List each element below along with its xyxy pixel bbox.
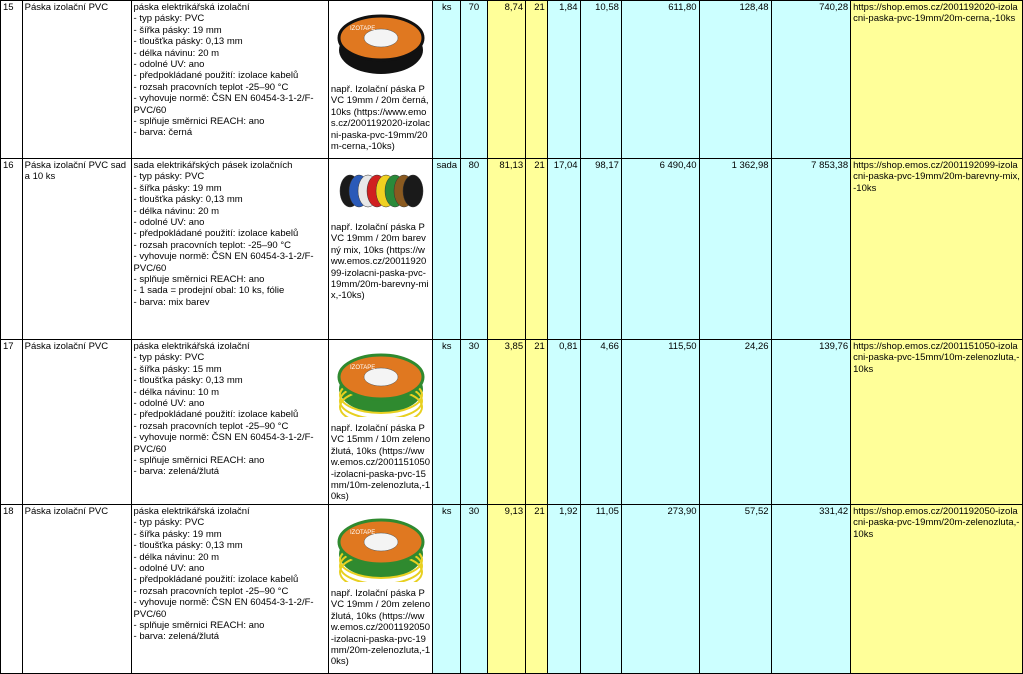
description-line: - šířka pásky: 19 mm bbox=[133, 528, 222, 540]
description-line: - šířka pásky: 19 mm bbox=[133, 24, 222, 36]
total-vat-amount: 1 362,98 bbox=[699, 159, 771, 340]
description-line: - rozsah pracovních teplot -25–90 °C bbox=[133, 585, 289, 597]
description-line: - vyhovuje normě: ČSN EN 60454-3-1-2/F- bbox=[133, 597, 314, 609]
description-line: - šířka pásky: 15 mm bbox=[133, 363, 222, 375]
vat-amount: 17,04 bbox=[547, 159, 580, 340]
unit-price: 81,13 bbox=[487, 159, 525, 340]
description-line: - splňuje směrnici REACH: ano bbox=[133, 455, 265, 467]
shop-link[interactable]: https://shop.emos.cz/2001151050-izolacni-paska-pvc-15mm/10m-zelenozluta,-10ks bbox=[851, 340, 1023, 505]
unit-price-with-vat: 11,05 bbox=[580, 505, 621, 674]
row-number: 16 bbox=[1, 159, 23, 340]
description-line: - 1 sada = prodejní obal: 10 ks, fólie bbox=[133, 285, 285, 297]
quantity: 30 bbox=[461, 340, 487, 505]
row-number: 15 bbox=[1, 1, 23, 159]
vat-rate: 21 bbox=[526, 505, 548, 674]
tape-product-image bbox=[336, 512, 426, 582]
description-line: - předpokládané použití: izolace kabelů bbox=[133, 228, 299, 240]
vat-rate: 21 bbox=[526, 340, 548, 505]
description-line: - rozsah pracovních teplot -25–90 °C bbox=[133, 420, 289, 432]
example-text: např. Izolační páska PVC 15mm / 10m zelenožlutá, 10ks (https://www.emos.cz/2001151050-izolacni-paska-pvc-15mm/10m-zelenozluta,-10ks) bbox=[330, 423, 431, 503]
unit: ks bbox=[433, 1, 461, 159]
description-line: sada elektrikářských pásek izolačních bbox=[133, 160, 293, 171]
table-row bbox=[1, 505, 1023, 674]
quantity: 30 bbox=[461, 505, 487, 674]
example-text: např. Izolační páska PVC 19mm / 20m zelenožlutá, 10ks (https://www.emos.cz/2001192050-izolacni-paska-pvc-19mm/20m-zelenozluta,-10ks) bbox=[330, 588, 431, 668]
description-line: - tloušťka pásky: 0,13 mm bbox=[133, 540, 243, 552]
description-line: - délka návinu: 10 m bbox=[133, 386, 220, 398]
description-line: - typ pásky: PVC bbox=[133, 352, 205, 364]
description-line: - tloušťka pásky: 0,13 mm bbox=[133, 194, 243, 206]
unit-price: 8,74 bbox=[487, 1, 525, 159]
item-description bbox=[131, 505, 328, 674]
description-line: - odolné UV: ano bbox=[133, 398, 205, 410]
unit: ks bbox=[433, 505, 461, 674]
total-with-vat: 740,28 bbox=[771, 1, 851, 159]
description-line: - typ pásky: PVC bbox=[133, 171, 205, 183]
item-name: Páska izolační PVC bbox=[22, 340, 131, 505]
total-vat-amount: 24,26 bbox=[699, 340, 771, 505]
description-line: - předpokládané použití: izolace kabelů bbox=[133, 70, 299, 82]
shop-link[interactable]: https://shop.emos.cz/2001192099-izolacni-paska-pvc-19mm/20m-barevny-mix,-10ks bbox=[851, 159, 1023, 340]
vat-amount: 1,92 bbox=[547, 505, 580, 674]
description-line: PVC/60 bbox=[133, 104, 167, 116]
description-line: - předpokládané použití: izolace kabelů bbox=[133, 409, 299, 421]
quantity: 70 bbox=[461, 1, 487, 159]
total-with-vat: 139,76 bbox=[771, 340, 851, 505]
shop-link[interactable]: https://shop.emos.cz/2001192050-izolacni-paska-pvc-19mm/20m-zelenozluta,-10ks bbox=[851, 505, 1023, 674]
total-without-vat: 273,90 bbox=[621, 505, 699, 674]
description-line: - tloušťka pásky: 0,13 mm bbox=[133, 36, 243, 48]
description-line: PVC/60 bbox=[133, 608, 167, 620]
total-vat-amount: 57,52 bbox=[699, 505, 771, 674]
description-line: - splňuje směrnici REACH: ano bbox=[133, 274, 265, 286]
unit-price-with-vat: 10,58 bbox=[580, 1, 621, 159]
description-line: - barva: černá bbox=[133, 127, 193, 139]
item-name: Páska izolační PVC sada 10 ks bbox=[22, 159, 131, 340]
tape-product-image bbox=[336, 347, 426, 417]
description-line: PVC/60 bbox=[133, 262, 167, 274]
item-description bbox=[131, 159, 328, 340]
description-line: páska elektrikářská izolační bbox=[133, 2, 250, 13]
total-without-vat: 6 490,40 bbox=[621, 159, 699, 340]
description-line: PVC/60 bbox=[133, 443, 167, 455]
description-line: - šířka pásky: 19 mm bbox=[133, 182, 222, 194]
vat-amount: 1,84 bbox=[547, 1, 580, 159]
description-line: - vyhovuje normě: ČSN EN 60454-3-1-2/F- bbox=[133, 93, 314, 105]
description-line: - barva: zelená/žlutá bbox=[133, 466, 220, 478]
description-line: - typ pásky: PVC bbox=[133, 13, 205, 25]
unit-price: 9,13 bbox=[487, 505, 525, 674]
tape-brand-label: IZOTAPE bbox=[349, 365, 375, 371]
row-number: 18 bbox=[1, 505, 23, 674]
example-text: např. Izolační páska PVC 19mm / 20m černá, 10ks (https://www.emos.cz/2001192020-izolacni-paska-pvc-19mm/20m-cerna,-10ks) bbox=[330, 84, 430, 153]
description-line: páska elektrikářská izolační bbox=[133, 506, 250, 517]
description-line: - rozsah pracovních teplot -25–90 °C bbox=[133, 81, 289, 93]
description-line: - odolné UV: ano bbox=[133, 563, 205, 575]
description-line: - vyhovuje normě: ČSN EN 60454-3-1-2/F- bbox=[133, 251, 314, 263]
vat-rate: 21 bbox=[526, 159, 548, 340]
example-product bbox=[328, 505, 432, 674]
item-name: Páska izolační PVC bbox=[22, 505, 131, 674]
description-line: - odolné UV: ano bbox=[133, 59, 205, 71]
table-row bbox=[1, 340, 1023, 505]
description-line: - tloušťka pásky: 0,13 mm bbox=[133, 375, 243, 387]
description-line: - rozsah pracovních teplot: -25–90 °C bbox=[133, 239, 291, 251]
unit: sada bbox=[433, 159, 461, 340]
total-without-vat: 611,80 bbox=[621, 1, 699, 159]
description-line: - typ pásky: PVC bbox=[133, 517, 205, 529]
quantity: 80 bbox=[461, 159, 487, 340]
description-line: - splňuje směrnici REACH: ano bbox=[133, 116, 265, 128]
unit-price-with-vat: 98,17 bbox=[580, 159, 621, 340]
example-text: např. Izolační páska PVC 19mm / 20m barevný mix, 10ks (https://www.emos.cz/2001192099-izolacni-paska-pvc-19mm/20m-barevny-mix,-10ks) bbox=[330, 222, 429, 302]
unit: ks bbox=[433, 340, 461, 505]
description-line: - odolné UV: ano bbox=[133, 217, 205, 229]
tape-brand-label: IZOTAPE bbox=[349, 26, 375, 32]
tape-brand-label: IZOTAPE bbox=[349, 530, 375, 536]
description-line: - předpokládané použití: izolace kabelů bbox=[133, 574, 299, 586]
total-without-vat: 115,50 bbox=[621, 340, 699, 505]
total-vat-amount: 128,48 bbox=[699, 1, 771, 159]
table-row bbox=[1, 1, 1023, 159]
item-description bbox=[131, 340, 328, 505]
vat-amount: 0,81 bbox=[547, 340, 580, 505]
description-line: - délka návinu: 20 m bbox=[133, 551, 220, 563]
shop-link[interactable]: https://shop.emos.cz/2001192020-izolacni-paska-pvc-19mm/20m-cerna,-10ks bbox=[851, 1, 1023, 159]
total-with-vat: 7 853,38 bbox=[771, 159, 851, 340]
description-line: - délka návinu: 20 m bbox=[133, 205, 220, 217]
description-line: - délka návinu: 20 m bbox=[133, 47, 220, 59]
description-line: páska elektrikářská izolační bbox=[133, 341, 250, 352]
unit-price: 3,85 bbox=[487, 340, 525, 505]
item-name: Páska izolační PVC bbox=[22, 1, 131, 159]
description-line: - barva: zelená/žlutá bbox=[133, 631, 220, 643]
item-description bbox=[131, 1, 328, 159]
table-row bbox=[1, 159, 1023, 340]
total-with-vat: 331,42 bbox=[771, 505, 851, 674]
description-line: - splňuje směrnici REACH: ano bbox=[133, 620, 265, 632]
example-product bbox=[328, 1, 432, 159]
tape-product-image bbox=[336, 166, 426, 216]
example-product bbox=[328, 340, 432, 505]
description-line: - barva: mix barev bbox=[133, 296, 210, 308]
vat-rate: 21 bbox=[526, 1, 548, 159]
row-number: 17 bbox=[1, 340, 23, 505]
example-product bbox=[328, 159, 432, 340]
description-line: - vyhovuje normě: ČSN EN 60454-3-1-2/F- bbox=[133, 432, 314, 444]
tape-product-image bbox=[336, 8, 426, 78]
unit-price-with-vat: 4,66 bbox=[580, 340, 621, 505]
